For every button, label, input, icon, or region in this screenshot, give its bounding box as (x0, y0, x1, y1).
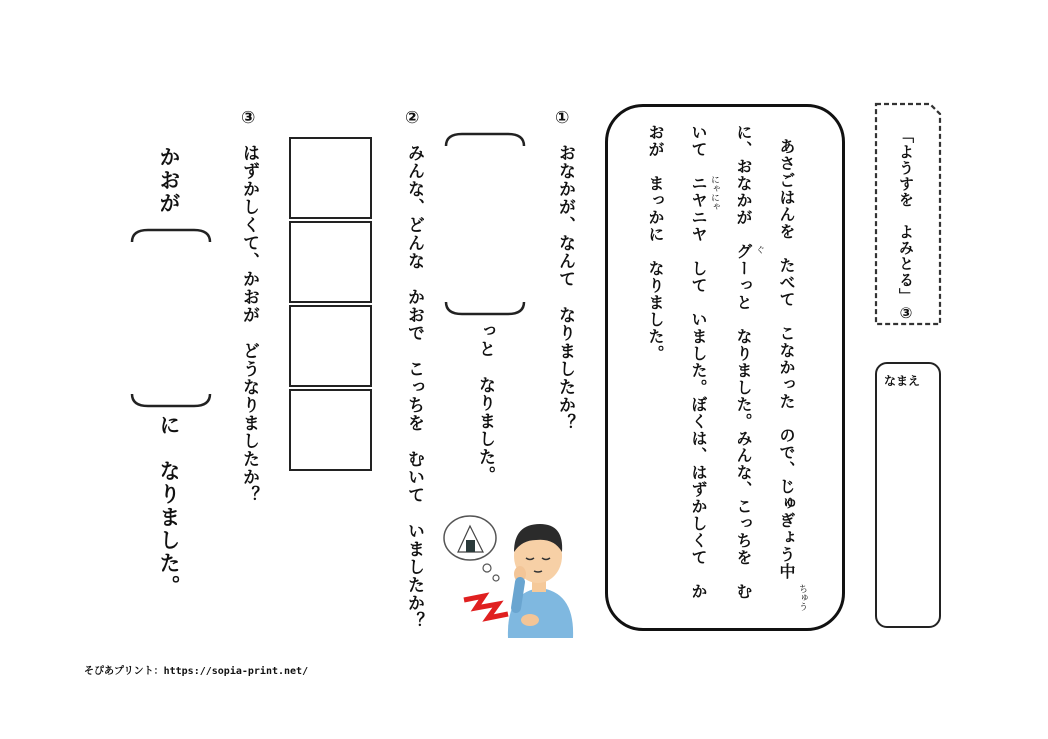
story-frame (605, 104, 845, 631)
story-line-1: あさごはんを たべて こなかった ので、じゅぎょう中 (777, 138, 796, 580)
question-2-text: みんな、どんな かおで こっちを むいて いましたか？ (404, 144, 424, 630)
answer-3-prefix: かおが (157, 146, 181, 215)
ruby-gu: ぐ (754, 245, 764, 254)
name-label: なまえ (884, 374, 921, 388)
hungry-boy-illustration (440, 508, 590, 638)
footer-credit: そぴあプリント：https://sopia-print.net/ (84, 666, 309, 677)
name-field[interactable] (875, 362, 941, 628)
story-line-2: に、おなかが グーっと なりました。みんな、こっちを む (734, 124, 753, 600)
worksheet-title: 「ようすを よみとる」③ (897, 128, 915, 323)
answer-1-bracket[interactable] (440, 130, 530, 320)
ruby-chu: ちゅう (797, 584, 807, 611)
answer-2-cell-3[interactable] (289, 305, 372, 387)
answer-2-cell-2[interactable] (289, 221, 372, 303)
answer-3-suffix: に なりました。 (157, 414, 181, 598)
question-1-text: おなかが、なんて なりましたか？ (555, 144, 575, 432)
story-line-3: いて ニヤニヤ して いました。ぼくは、はずかしくて か (689, 124, 708, 600)
question-2-number: ② (405, 108, 420, 128)
question-3-number: ③ (241, 108, 256, 128)
question-3-text: はずかしくて、かおが どうなりましたか？ (239, 144, 259, 504)
answer-2-cell-4[interactable] (289, 389, 372, 471)
answer-3-bracket[interactable] (126, 222, 216, 412)
question-1-after-blank: っと なりました。 (475, 322, 495, 484)
question-1-number: ① (555, 108, 570, 128)
story-line-4: おが まっかに なりました。 (646, 124, 665, 362)
ruby-nyanya: にゃにゃ (709, 175, 719, 211)
answer-2-cell-1[interactable] (289, 137, 372, 219)
